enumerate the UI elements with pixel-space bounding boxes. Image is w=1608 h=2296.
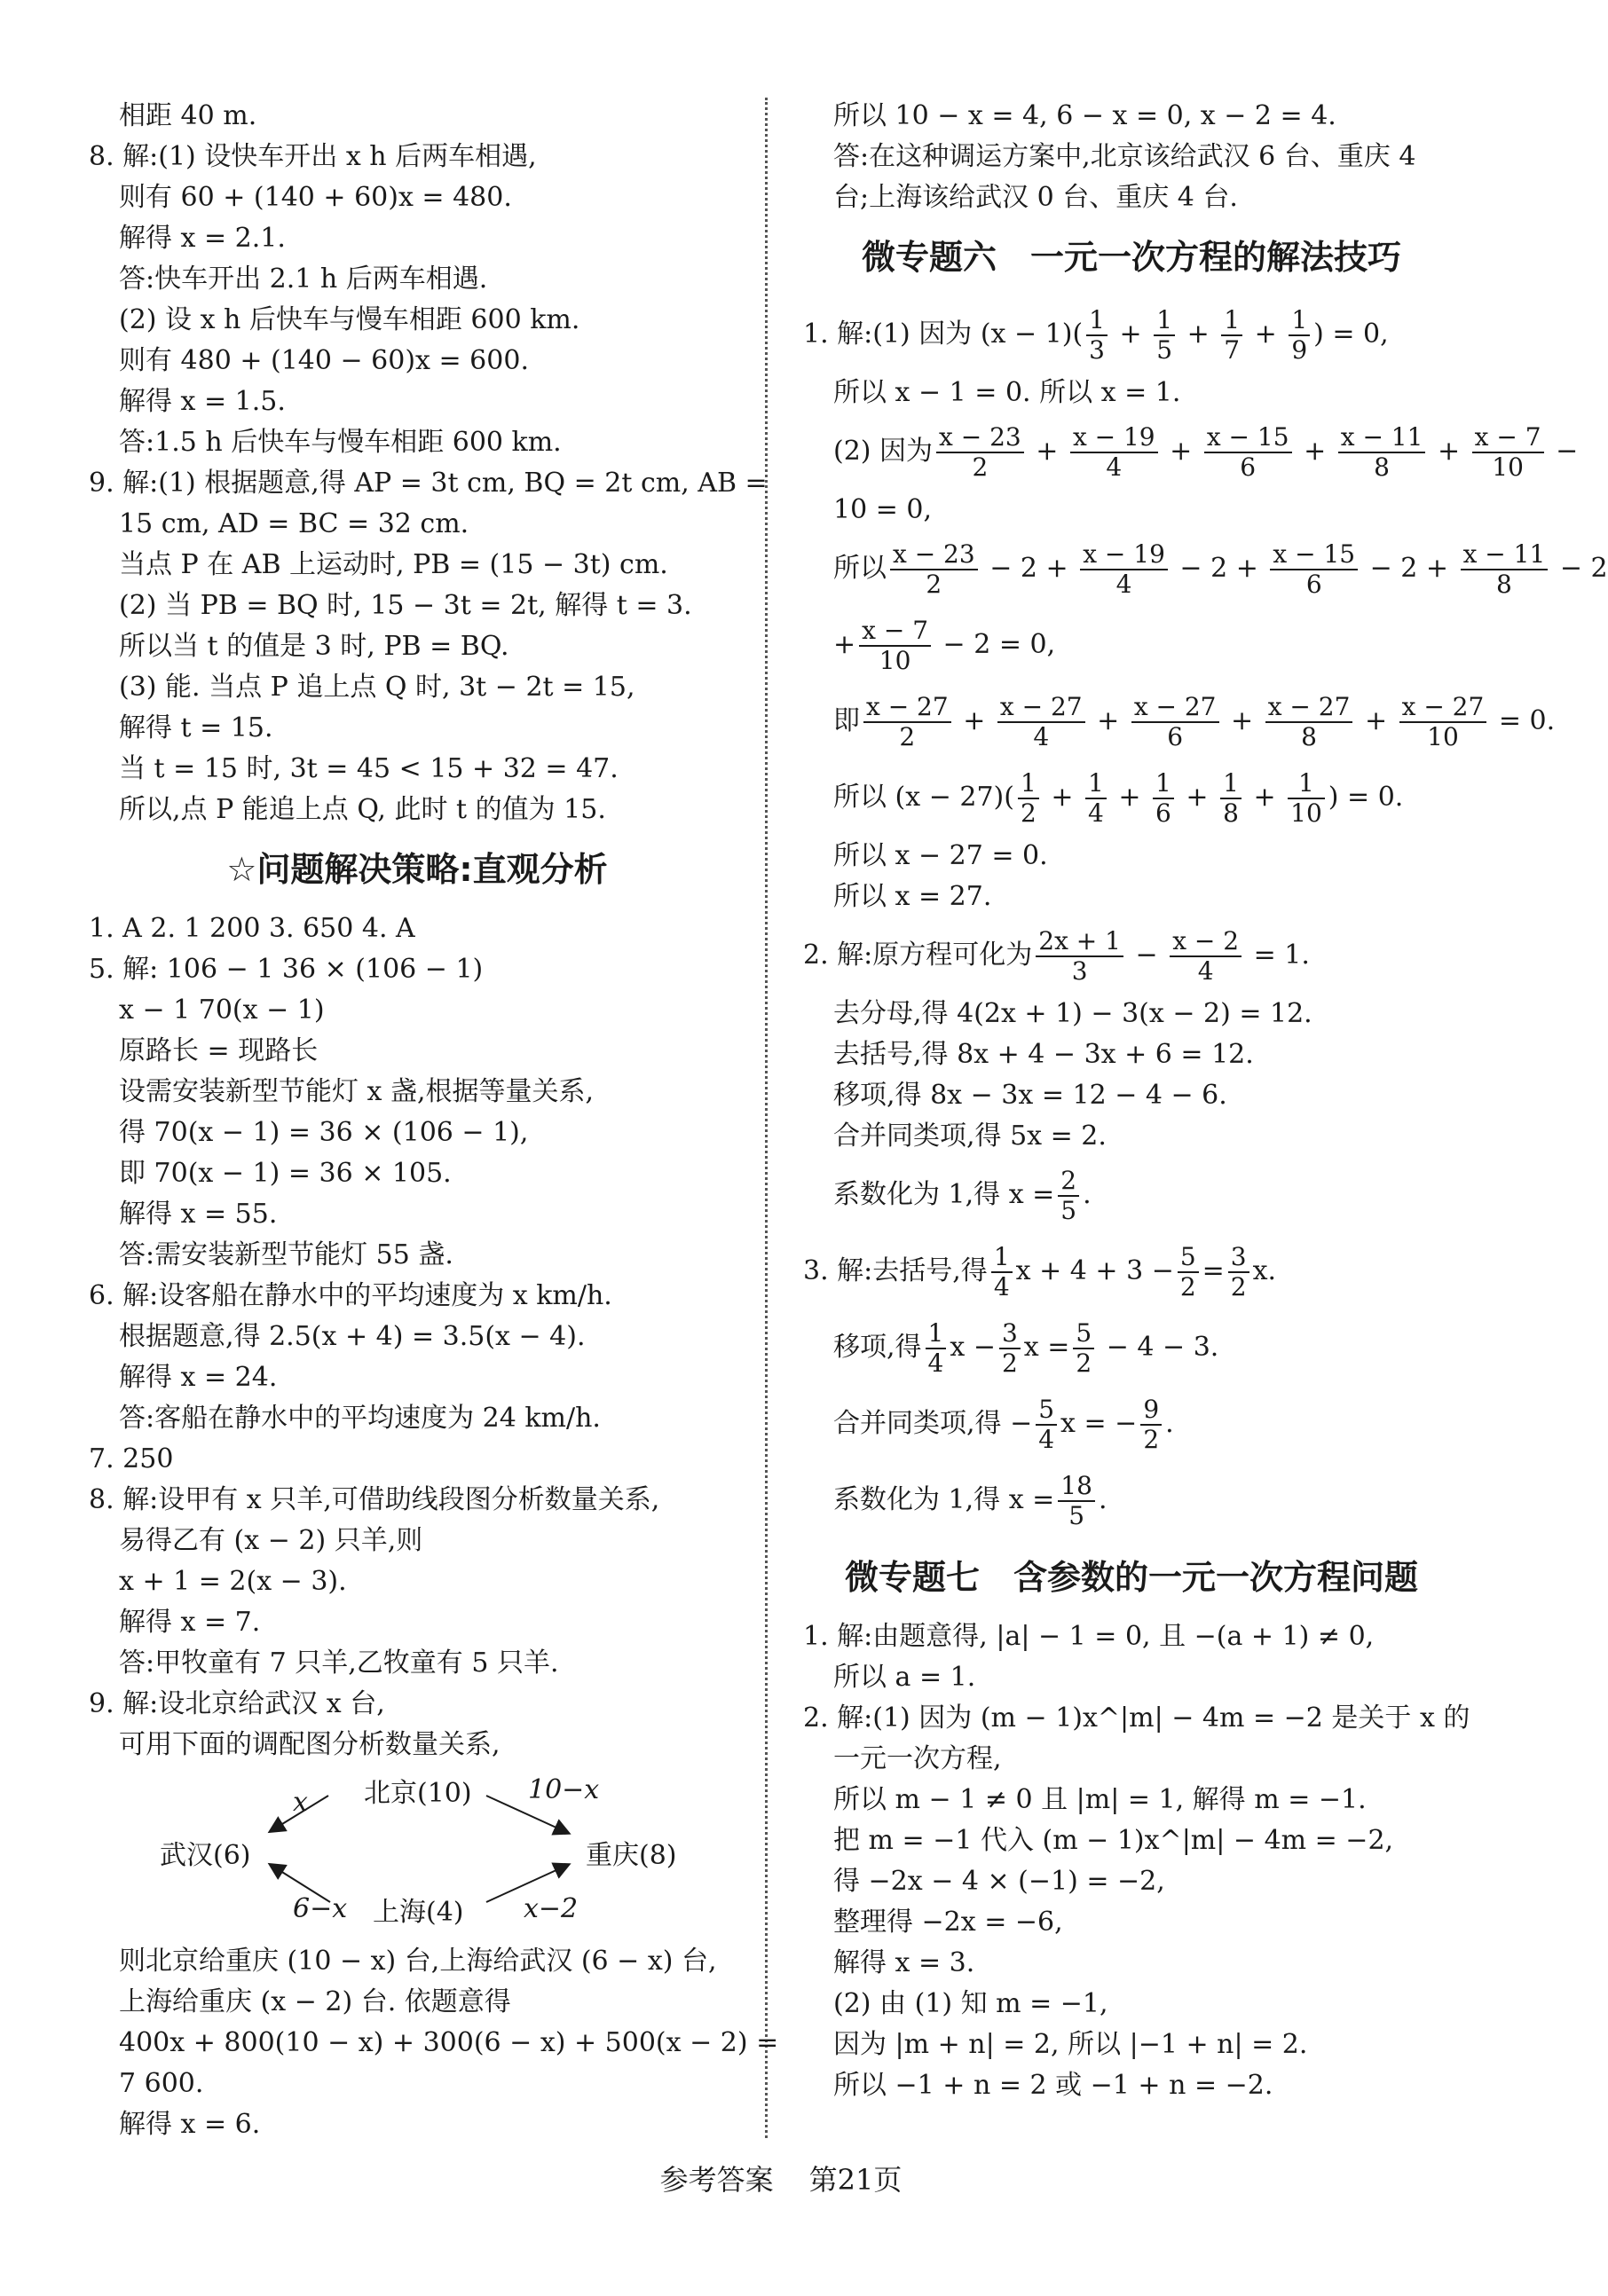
text: (2) 因为	[833, 436, 934, 467]
math-line	[803, 1233, 1460, 1309]
numerator: x − 15	[1270, 540, 1358, 570]
text-line: 答:1.5 h 后快车与慢车相距 600 km.	[119, 427, 562, 458]
numerator: 1	[991, 1243, 1013, 1273]
fraction	[1036, 927, 1123, 986]
text: − 4 − 3.	[1098, 1332, 1219, 1363]
text-line: 400x + 800(10 − x) + 300(6 − x) + 500(x − 2) =	[119, 2027, 779, 2058]
text-line: 把 m = −1 代入 (m − 1)x^|m| − 4m = −2,	[833, 1825, 1394, 1856]
text-line: 则有 480 + (140 − 60)x = 600.	[119, 345, 529, 376]
text: − 2 = 0,	[934, 629, 1056, 660]
text-line: 答:需安装新型节能灯 55 盏.	[119, 1239, 453, 1270]
denominator: 3	[1071, 956, 1088, 986]
text: 3. 解:去括号,得	[803, 1255, 988, 1286]
fraction	[863, 693, 951, 751]
text-line: 答:在这种调运方案中,北京该给武汉 6 台、重庆 4	[833, 141, 1416, 172]
text-line: 所以 x − 1 = 0. 所以 x = 1.	[833, 377, 1181, 408]
denominator: 2	[926, 570, 942, 599]
text-line: 所以 x = 27.	[833, 881, 992, 912]
text-line: (3) 能. 当点 P 追上点 Q 时, 3t − 2t = 15,	[119, 672, 635, 703]
edge-label: 10−x	[528, 1774, 600, 1805]
text-line: (2) 设 x h 后快车与慢车相距 600 km.	[119, 304, 580, 335]
math-line	[803, 296, 1460, 373]
text: 系数化为 1,得 x =	[833, 1179, 1055, 1210]
fraction	[1289, 306, 1310, 365]
math-line	[803, 917, 1460, 994]
fraction-group	[887, 539, 1551, 599]
numerator: 1	[1289, 306, 1310, 336]
numerator: 3	[999, 1319, 1021, 1349]
fraction	[997, 693, 1085, 751]
numerator: x − 11	[1461, 540, 1549, 570]
numerator: x − 19	[1080, 540, 1168, 570]
text-line: 当 t = 15 时, 3t = 45 < 15 + 32 = 47.	[119, 753, 619, 784]
operator: +	[1161, 436, 1201, 467]
text-line: 9. 解:(1) 根据题意,得 AP = 3t cm, BQ = 2t cm, AB =	[89, 468, 768, 499]
numerator: x − 7	[859, 617, 931, 647]
fraction	[1137, 1394, 1165, 1454]
text-line: 合并同类项,得 5x = 2.	[833, 1120, 1107, 1152]
text-line: 台;上海该给武汉 0 台、重庆 4 台.	[833, 182, 1238, 213]
operator: +	[1246, 318, 1286, 350]
numerator: x − 23	[936, 423, 1024, 453]
text: 所以	[833, 553, 887, 584]
numerator: 1	[1153, 769, 1174, 799]
text: − 2	[1551, 553, 1608, 584]
text-line: 当点 P 在 AB 上运动时, PB = (15 − 3t) cm.	[119, 549, 668, 580]
denominator: 9	[1291, 335, 1308, 365]
fraction	[999, 1319, 1021, 1378]
footer-label: 参考答案	[659, 2163, 774, 2197]
numerator: 1	[926, 1319, 947, 1349]
fraction	[1154, 306, 1175, 365]
math-line	[803, 607, 1460, 683]
denominator: 8	[1374, 452, 1390, 482]
text: x + 4 + 3 −	[1015, 1255, 1174, 1286]
text-line: 去分母,得 4(2x + 1) − 3(x − 2) = 12.	[833, 998, 1312, 1029]
fraction	[1070, 423, 1158, 482]
fraction	[1228, 1243, 1249, 1301]
right-column	[803, 96, 1608, 2106]
text: 所以 (x − 27)(	[833, 782, 1014, 813]
text-line: 去括号,得 8x + 4 − 3x + 6 = 12.	[833, 1039, 1254, 1070]
fraction	[1032, 1394, 1060, 1454]
denominator: 4	[927, 1349, 944, 1378]
text: +	[833, 629, 856, 660]
fraction-group	[1083, 304, 1313, 365]
numerator: x − 15	[1204, 423, 1292, 453]
text: x =	[1023, 1332, 1070, 1363]
fraction	[859, 617, 931, 675]
denominator: 6	[1305, 570, 1322, 599]
operator: −	[1126, 940, 1167, 971]
text-line: 6. 解:设客船在静水中的平均速度为 x km/h.	[89, 1280, 612, 1311]
text: = 1.	[1245, 940, 1310, 971]
numerator: x − 23	[890, 540, 978, 570]
fraction-group	[1014, 767, 1328, 828]
denominator: 8	[1301, 722, 1317, 751]
fraction	[1170, 927, 1241, 986]
operator: +	[1178, 318, 1218, 350]
fraction	[1131, 693, 1219, 751]
text-line: 得 70(x − 1) = 36 × (106 − 1),	[119, 1117, 529, 1148]
text: x.	[1252, 1255, 1277, 1286]
fraction	[1036, 1396, 1057, 1454]
text-line: 原路长 = 现路长	[119, 1035, 319, 1066]
text-line: 解得 x = 1.5.	[119, 386, 286, 417]
text-line: 则有 60 + (140 + 60)x = 480.	[119, 182, 512, 213]
denominator: 10	[1290, 798, 1322, 828]
denominator: 10	[879, 646, 911, 675]
numerator: 3	[1228, 1243, 1249, 1273]
text-line: 8. 解:(1) 设快车开出 x h 后两车相遇,	[89, 141, 537, 172]
text-line: 所以 −1 + n = 2 或 −1 + n = −2.	[833, 2070, 1273, 2101]
denominator: 2	[1020, 798, 1037, 828]
numerator: 18	[1058, 1472, 1095, 1502]
operator: +	[1088, 705, 1128, 736]
text: ) = 0,	[1313, 318, 1389, 350]
operator: − 2 +	[981, 553, 1077, 584]
denominator: 2	[1001, 1349, 1018, 1378]
operator: +	[1222, 705, 1262, 736]
text: =	[1202, 1255, 1225, 1286]
text-line: 解得 x = 3.	[833, 1947, 975, 1978]
fraction	[1178, 1243, 1199, 1301]
text-line: 一元一次方程,	[833, 1743, 1002, 1774]
text-line: (2) 由 (1) 知 m = −1,	[833, 1988, 1108, 2019]
numerator: 1	[1018, 769, 1039, 799]
denominator: 5	[1156, 335, 1173, 365]
fraction	[1174, 1241, 1202, 1301]
fraction	[1338, 423, 1426, 482]
node-beijing: 北京(10)	[364, 1778, 472, 1809]
text-line: 所以当 t 的值是 3 时, PB = BQ.	[119, 631, 509, 662]
numerator: 2x + 1	[1036, 927, 1123, 957]
text: .	[1165, 1408, 1174, 1439]
math-line	[803, 1462, 1460, 1538]
node-wuhan: 武汉(6)	[160, 1840, 251, 1871]
fraction	[1085, 769, 1107, 828]
text-line: 8. 解:设甲有 x 只羊,可借助线段图分析数量关系,	[89, 1484, 660, 1515]
text-line: 答:快车开出 2.1 h 后两车相遇.	[119, 263, 488, 295]
denominator: 3	[1089, 335, 1105, 365]
math-line	[803, 413, 1579, 490]
page-footer	[0, 2158, 1562, 2198]
fraction	[890, 540, 978, 599]
numerator: x − 27	[997, 693, 1085, 723]
text-line: x + 1 = 2(x − 3).	[119, 1566, 347, 1597]
math-line	[803, 1309, 1460, 1386]
text-line: 7 600.	[119, 2068, 204, 2099]
operator: +	[1429, 436, 1469, 467]
numerator: x − 27	[863, 693, 951, 723]
denominator: 8	[1223, 798, 1239, 828]
numerator: 2	[1058, 1167, 1079, 1197]
fraction-group	[933, 421, 1548, 482]
edge-label: x	[293, 1787, 308, 1818]
numerator: x − 2	[1170, 927, 1241, 957]
fraction	[1069, 1317, 1098, 1378]
text-line: 因为 |m + n| = 2, 所以 |−1 + n| = 2.	[833, 2029, 1308, 2060]
text-line: 所以 m − 1 ≠ 0 且 |m| = 1, 解得 m = −1.	[833, 1784, 1367, 1815]
allocation-diagram	[89, 1769, 745, 1938]
numerator: x − 27	[1265, 693, 1353, 723]
text-line: 10 = 0,	[833, 494, 933, 525]
text: 移项,得	[833, 1332, 922, 1363]
fraction	[991, 1243, 1013, 1301]
denominator: 2	[1143, 1425, 1160, 1454]
text-line: 可用下面的调配图分析数量关系,	[119, 1729, 501, 1760]
denominator: 2	[1076, 1349, 1092, 1378]
text-line: 上海给重庆 (x − 2) 台. 依题意得	[119, 1986, 511, 2017]
text-line: 答:客船在静水中的平均速度为 24 km/h.	[119, 1403, 601, 1434]
text-line: 相距 40 m.	[119, 100, 257, 131]
text-line: 解得 x = 55.	[119, 1199, 278, 1230]
fraction	[1073, 1319, 1094, 1378]
operator: +	[1295, 436, 1335, 467]
fraction	[855, 615, 934, 675]
left-column	[89, 96, 779, 2145]
numerator: x − 7	[1472, 423, 1544, 453]
text: .	[1098, 1484, 1107, 1515]
denominator: 10	[1492, 452, 1524, 482]
node-shanghai: 上海(4)	[373, 1897, 464, 1928]
section-title: 微专题七 含参数的一元一次方程问题	[844, 1558, 1418, 1597]
fraction	[1221, 306, 1242, 365]
text: 2. 解:原方程可化为	[803, 940, 1033, 971]
text-line: 所以 10 − x = 4, 6 − x = 0, x − 2 = 4.	[833, 100, 1336, 131]
fraction	[1225, 1241, 1253, 1301]
text-line: 所以 a = 1.	[833, 1662, 976, 1693]
numerator: 1	[1221, 306, 1242, 336]
text-line: (2) 当 PB = BQ 时, 15 − 3t = 2t, 解得 t = 3.	[119, 590, 692, 621]
text-line: 移项,得 8x − 3x = 12 − 4 − 6.	[833, 1080, 1227, 1111]
section-title: ☆问题解决策略:直观分析	[226, 850, 608, 889]
text-line: 2. 解:(1) 因为 (m − 1)x^|m| − 4m = −2 是关于 x 的	[803, 1702, 1470, 1734]
text-line: 得 −2x − 4 × (−1) = −2,	[833, 1866, 1165, 1897]
denominator: 2	[972, 452, 989, 482]
text-line: 答:甲牧童有 7 只羊,乙牧童有 5 只羊.	[119, 1647, 559, 1679]
operator: +	[1177, 782, 1218, 813]
fraction	[1018, 769, 1039, 828]
text-line: x − 1 70(x − 1)	[119, 995, 325, 1026]
denominator: 4	[993, 1272, 1010, 1301]
fraction	[1140, 1396, 1162, 1454]
text-line: 5. 解: 106 − 1 36 × (106 − 1)	[89, 954, 484, 985]
denominator: 2	[899, 722, 916, 751]
fraction	[1204, 423, 1292, 482]
text: −	[1547, 436, 1579, 467]
fraction	[1086, 306, 1107, 365]
text-line: 解得 x = 6.	[119, 2109, 261, 2140]
numerator: 5	[1178, 1243, 1199, 1273]
text: x = −	[1060, 1408, 1138, 1439]
operator: +	[1042, 782, 1082, 813]
fraction	[1054, 1470, 1099, 1530]
text: 系数化为 1,得 x =	[833, 1484, 1055, 1515]
text-line: 则北京给重庆 (10 − x) 台,上海给武汉 (6 − x) 台,	[119, 1946, 717, 1977]
numerator: x − 11	[1338, 423, 1426, 453]
text: 即	[833, 705, 860, 736]
text: x −	[950, 1332, 996, 1363]
denominator: 4	[1115, 570, 1132, 599]
numerator: 5	[1036, 1396, 1057, 1426]
math-line	[803, 531, 1608, 607]
fraction	[1288, 769, 1325, 828]
denominator: 4	[1197, 956, 1214, 986]
text-line: 解得 x = 2.1.	[119, 223, 286, 254]
text: ) = 0.	[1328, 782, 1404, 813]
fraction	[926, 1319, 947, 1378]
numerator: 5	[1073, 1319, 1094, 1349]
fraction	[1058, 1167, 1079, 1225]
text-line: 根据题意,得 2.5(x + 4) = 3.5(x − 4).	[119, 1321, 586, 1352]
fraction	[1461, 540, 1549, 599]
text-line: 7. 250	[89, 1443, 174, 1474]
denominator: 2	[1179, 1272, 1196, 1301]
denominator: 6	[1240, 452, 1257, 482]
fraction	[1058, 1472, 1095, 1530]
fraction	[1265, 693, 1353, 751]
fraction	[1153, 769, 1174, 828]
text-line: 即 70(x − 1) = 36 × 105.	[119, 1158, 452, 1189]
denominator: 5	[1060, 1196, 1077, 1225]
section-title: 微专题六 一元一次方程的解法技巧	[861, 238, 1401, 277]
text: 合并同类项,得 −	[833, 1408, 1033, 1439]
fraction	[1270, 540, 1358, 599]
fraction	[1220, 769, 1241, 828]
denominator: 10	[1427, 722, 1459, 751]
text-line: 所以,点 P 能追上点 Q, 此时 t 的值为 15.	[119, 794, 606, 825]
fraction	[1472, 423, 1544, 482]
fraction-group	[860, 691, 1490, 751]
fraction	[988, 1241, 1016, 1301]
numerator: 1	[1086, 306, 1107, 336]
fraction	[996, 1317, 1024, 1378]
math-line	[803, 683, 1556, 759]
denominator: 4	[1033, 722, 1050, 751]
column-divider	[765, 98, 768, 2138]
numerator: 1	[1085, 769, 1107, 799]
fraction	[1399, 693, 1487, 751]
text-line: 解得 t = 15.	[119, 712, 273, 743]
operator: +	[1111, 318, 1151, 350]
text-line: 解得 x = 24.	[119, 1362, 278, 1393]
operator: +	[1109, 782, 1150, 813]
text-line: 解得 x = 7.	[119, 1607, 261, 1638]
numerator: 1	[1154, 306, 1175, 336]
operator: +	[1356, 705, 1396, 736]
numerator: 9	[1140, 1396, 1162, 1426]
numerator: x − 27	[1131, 693, 1219, 723]
text: .	[1083, 1179, 1092, 1210]
math-line	[803, 759, 1460, 836]
text-line: 所以 x − 27 = 0.	[833, 840, 1048, 871]
denominator: 4	[1038, 1425, 1055, 1454]
numerator: x − 19	[1070, 423, 1158, 453]
fraction	[922, 1317, 950, 1378]
text-line: 整理得 −2x = −6,	[833, 1907, 1063, 1938]
operator: − 2 +	[1171, 553, 1267, 584]
text-line: 1. 解:由题意得, |a| − 1 = 0, 且 −(a + 1) ≠ 0,	[803, 1621, 1375, 1652]
math-line	[803, 1386, 1460, 1462]
denominator: 4	[1088, 798, 1104, 828]
text-line: 1. A 2. 1 200 3. 650 4. A	[89, 913, 415, 944]
node-chongqing: 重庆(8)	[586, 1840, 677, 1871]
text: = 0.	[1490, 705, 1556, 736]
text-line: 设需安装新型节能灯 x 盏,根据等量关系,	[119, 1076, 595, 1107]
text: 1. 解:(1) 因为 (x − 1)(	[803, 318, 1084, 350]
page-number: 第21页	[808, 2163, 903, 2197]
fraction	[1054, 1165, 1083, 1225]
denominator: 5	[1068, 1501, 1085, 1530]
operator: +	[1244, 782, 1285, 813]
fraction-group	[1032, 925, 1245, 986]
text-line: 9. 解:设北京给武汉 x 台,	[89, 1688, 385, 1719]
denominator: 4	[1106, 452, 1123, 482]
numerator: 1	[1220, 769, 1241, 799]
text-line: 易得乙有 (x − 2) 只羊,则	[119, 1525, 423, 1556]
fraction	[1080, 540, 1168, 599]
text-line: 15 cm, AD = BC = 32 cm.	[119, 508, 469, 539]
operator: − 2 +	[1361, 553, 1457, 584]
edge-label: x−2	[524, 1893, 579, 1924]
denominator: 8	[1496, 570, 1512, 599]
operator: +	[1027, 436, 1067, 467]
math-line	[803, 1157, 1460, 1233]
operator: +	[954, 705, 994, 736]
denominator: 7	[1224, 335, 1241, 365]
denominator: 6	[1155, 798, 1171, 828]
edge-label: 6−x	[293, 1893, 348, 1924]
numerator: x − 27	[1399, 693, 1487, 723]
denominator: 6	[1167, 722, 1184, 751]
fraction	[936, 423, 1024, 482]
numerator: 1	[1288, 769, 1325, 799]
denominator: 2	[1230, 1272, 1247, 1301]
